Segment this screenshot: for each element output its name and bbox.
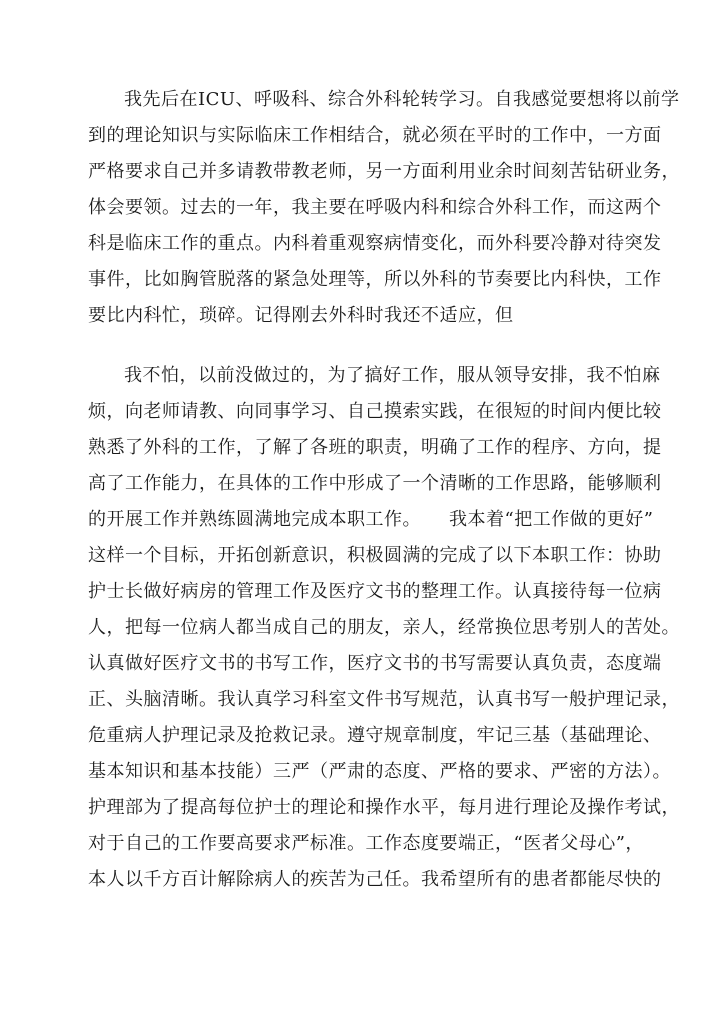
paragraph-1-line-6: 事件，比如胸管脱落的紧急处理等，所以外科的节奏要比内科快，工作: [88, 269, 662, 290]
paragraph-1-line-3: 严格要求自己并多请教带教老师，另一方面利用业余时间刻苦钻研业务，: [88, 161, 680, 182]
paragraph-1-line-5: 科是临床工作的重点。内科着重观察病情变化，而外科要冷静对待突发: [88, 233, 662, 254]
paragraph-2-line-8: 人，把每一位病人都当成自己的朋友，亲人，经常换位思考别人的苦处。: [88, 617, 680, 638]
paragraph-1-line-1: 我先后在ICU、呼吸科、综合外科轮转学习。自我感觉要想将以前学: [124, 89, 680, 110]
paragraph-2-line-7: 护士长做好病房的管理工作及医疗文书的整理工作。认真接待每一位病: [88, 581, 662, 602]
paragraph-2-line-9: 认真做好医疗文书的书写工作，医疗文书的书写需要认真负责，态度端: [88, 653, 662, 674]
paragraph-2-line-12: 基本知识和基本技能）三严（严肃的态度、严格的要求、严密的方法）。: [88, 761, 671, 782]
paragraph-2-line-13: 护理部为了提高每位护士的理论和操作水平，每月进行理论及操作考试，: [88, 797, 680, 818]
paragraph-1-line-7: 要比内科忙，琐碎。记得刚去外科时我还不适应，但: [88, 305, 514, 326]
paragraph-2-line-11: 危重病人护理记录及抢救记录。遵守规章制度，牢记三基（基础理论、: [88, 725, 662, 746]
paragraph-1-line-4: 体会要领。过去的一年，我主要在呼吸内科和综合外科工作，而这两个: [88, 197, 662, 218]
paragraph-2-line-1: 我不怕，以前没做过的，为了搞好工作，服从领导安排，我不怕麻: [124, 365, 661, 386]
paragraph-2-line-5: 的开展工作并熟练圆满地完成本职工作。 我本着“把工作做的更好”: [88, 509, 654, 530]
paragraph-2-line-3: 熟悉了外科的工作，了解了各班的职责，明确了工作的程序、方向，提: [88, 437, 662, 458]
paragraph-1-line-2: 到的理论知识与实际临床工作相结合，就必须在平时的工作中，一方面: [88, 125, 662, 146]
paragraph-2-line-6: 这样一个目标，开拓创新意识，积极圆满的完成了以下本职工作：协助: [88, 545, 662, 566]
paragraph-2-line-15: 本人以千方百计解除病人的疾苦为己任。我希望所有的患者都能尽快的: [88, 869, 662, 890]
paragraph-2-line-14: 对于自己的工作要高要求严标准。工作态度要端正，“医者父母心”，: [88, 833, 644, 854]
paragraph-2-line-2: 烦，向老师请教、向同事学习、自己摸索实践，在很短的时间内便比较: [88, 401, 662, 422]
paragraph-2-line-10: 正、头脑清晰。我认真学习科室文件书写规范，认真书写一般护理记录，: [88, 689, 680, 710]
paragraph-2-line-4: 高了工作能力，在具体的工作中形成了一个清晰的工作思路，能够顺利: [88, 473, 662, 494]
